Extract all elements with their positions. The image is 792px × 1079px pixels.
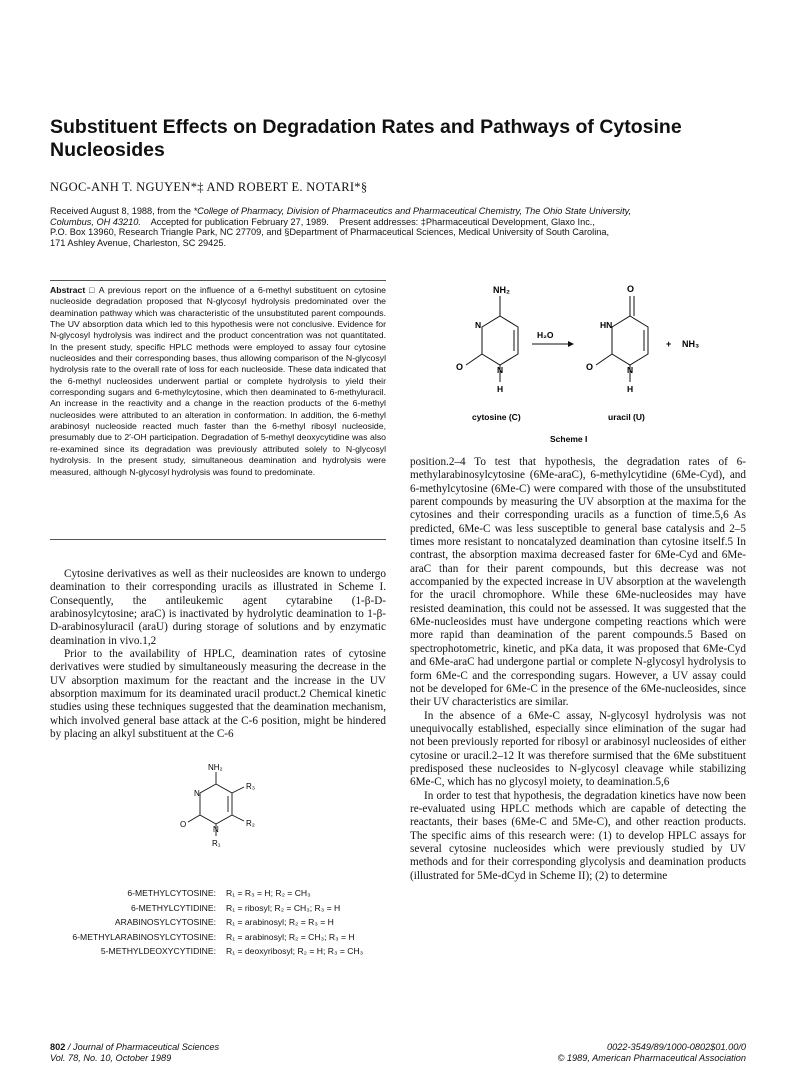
- carbonyl-bond: [188, 815, 200, 822]
- pyrimidine-ring: [200, 784, 232, 824]
- abstract-box-icon: □: [88, 285, 96, 295]
- reagent-label: H₂O: [537, 330, 554, 340]
- uracil-carbonyl-o-label: O: [586, 362, 594, 372]
- journal-name: / Journal of Pharmaceutical Sciences: [65, 1042, 220, 1052]
- ammonia-label: NH₃: [682, 339, 700, 349]
- uracil-name: uracil (U): [608, 412, 645, 422]
- journal-volume: Vol. 78, No. 10, October 1989: [50, 1053, 172, 1063]
- author-line: NGOC-ANH T. NGUYEN*‡ AND ROBERT E. NOTARI*§: [50, 180, 368, 194]
- n3-label: N: [475, 320, 482, 330]
- paragraph: position.2–4 To test that hypothesis, the degradation rates of 6-methylarabinosylcytosine (6Me-araC), 6-methylcytidine (6Me-Cyd), and 6-methylcytosine (6Me-C) were compared with those of the unsubstituted parent compounds by measuring the UV absorption at the maxima for the cytosines and their corresponding uracils as a function of time.5,6 As predicted, 6Me-C was less susceptible to general base catalysis and 2–5 times more resistant to noncatalyzed deamination than cytosine itself.5 In contrast, the absorption maxima decreased faster for 6Me-Cyd and 6Me-araC than for their parent compounds, but this decrease was not accompanied by the expected increase in UV absorption at the wavelength for the uracil chromophore. While these 6Me-nucleosides may have resisted deamination, this could not be assessed. It was suggested that the 6Me-nucleosides must have undergone competing reactions which were more rapid than deamination of the parent compounds.5 Based on spectrophotometric, kinetic, and pKa data, it was proposed that 6Me-Cyd and 6Me-araC had undergone partial or complete N-glycosyl hydrolysis to form 6Me-C and the corresponding sugars. However, a UV assay could not be developed for 6Me-C in the presence of the 6Me-nucleosides, since their UV characteristics are similar.: [410, 456, 746, 709]
- abstract-label: Abstract: [50, 285, 86, 295]
- cytosine-name: cytosine (C): [472, 412, 521, 422]
- body-right-column: [410, 456, 746, 883]
- carbonyl-bond: [596, 354, 612, 365]
- r2-bond: [232, 815, 244, 821]
- body-left-column: [50, 568, 386, 741]
- carbonyl-o-label: O: [456, 362, 464, 372]
- footer-copyright: [558, 1042, 746, 1064]
- uracil-h-label: H: [627, 384, 634, 394]
- cytosine-structure: [466, 296, 518, 382]
- nh2-label: NH₂: [493, 285, 510, 295]
- article-title: Substituent Effects on Degradation Rates and Pathways of Cytosine Nucleosides: [50, 116, 682, 161]
- uracil-structure: [596, 296, 648, 382]
- structure-legend: [30, 886, 390, 959]
- received-line-4: 171 Ashley Avenue, Charleston, SC 29425.: [50, 237, 227, 248]
- cytosine-ring: [482, 316, 518, 365]
- abstract-text: A previous report on the influence of a 6-methyl substituent on cytosine nucleoside degradation proposed that N-glycosyl hydrolysis predominated over the deamination pathway which was characteristic of the unsubstituted parent compounds. The UV absorption data which led to this hypothesis were not conclusive. Evidence for N-glycosyl hydrolysis was indirect and the product concentration was not quantitated. In the present study, specific HPLC methods were employed to assay four cytosine nucleosides and their corresponding bases, thus allowing comparison of the N-glycosyl hydrolysis rate to the overall rate of loss for each nucleoside. These data indicated that the 6-methyl nucleosides underwent partial or complete hydrolysis to yield their corresponding sugars and 6-methylcytosine, which then deaminated to 6-methyluracil. An increase in the reactivity and a change in the reaction products of the 6-methyl nucleosides were attributed to an alteration in conformation. In addition, the 6-methyl arabinosyl nucleoside reacted much faster than the 6-methyl ribosyl nucleoside, presumably due to 2′-OH participation. Degradation of 5-methyl deoxycytidine was also re-examined since its degradation was previously attributed solely to N-glycosyl hydrolysis. In the present study, simultaneous deamination and hydrolysis were measured, although N-glycosyl hydrolysis was found to predominate.: [50, 285, 387, 477]
- carbonyl-bond: [466, 354, 482, 365]
- legend-row: ARABINOSYLCYTOSINE: R₁ = arabinosyl; R₂ = R₃ = H: [114, 917, 334, 928]
- r1-label: R₁: [212, 839, 221, 848]
- legend-row: 5-METHYLDEOXYCYTIDINE: R₁ = deoxyribosyl; R₂ = H; R₃ = CH₃: [100, 946, 364, 957]
- general-structure-figure: [160, 762, 280, 852]
- hn-label: HN: [600, 320, 613, 330]
- copyright: © 1989, American Pharmaceutical Association: [557, 1053, 746, 1063]
- abstract: [50, 285, 386, 478]
- arrowhead-icon: [568, 341, 574, 347]
- uracil-n1-label: N: [627, 365, 634, 375]
- footer-journal: [50, 1042, 219, 1064]
- paragraph: Cytosine derivatives as well as their nucleosides are known to undergo deamination to their corresponding uracils as illustrated in Scheme I. Consequently, the antileukemic agent cytarabine (1-β-D-arabinosylcytosine; araC) is inactivated by hydrolytic deamination to 1-β-D-arabinosyluracil (araU) during storage of solutions and by enzymatic deamination in vivo.1,2: [50, 568, 386, 647]
- structure-n1-label: N: [213, 825, 219, 834]
- received-line-3: P.O. Box 13960, Research Triangle Park, NC 27709, and §Department of Pharmaceutical Sciences, Medical University of South Carolina,: [50, 227, 610, 238]
- received-note: [50, 206, 750, 248]
- abstract-bottom-rule: [50, 539, 386, 540]
- paragraph: Prior to the availability of HPLC, deamination rates of cytosine derivatives were studied by simultaneously measuring the decrease in the UV absorption maximum for the reactant and the increase in the UV absorption maximum for its deaminated uracil product.2 Chemical kinetic studies using these techniques suggested that the deamination mechanism, which involved general base attack at the C-6 position, might be hindered by placing an alkyl substituent at the C-6: [50, 648, 386, 741]
- h-label: H: [497, 384, 504, 394]
- uracil-o-label: O: [627, 284, 635, 294]
- page-number: 802: [50, 1042, 66, 1052]
- received-line-1: [50, 206, 750, 217]
- structure-o-label: O: [180, 820, 187, 829]
- received-line-2: [50, 217, 750, 228]
- structure-n3-label: N: [194, 789, 200, 798]
- received-date: Received August 8, 1988, from the: [50, 206, 194, 216]
- accepted-date: Accepted for publication February 27, 1989. Present addresses: ‡Pharmaceutical Development, Glaxo Inc.,: [140, 216, 595, 227]
- article-code: 0022-3549/89/1000-0802$01.00/0: [607, 1042, 746, 1052]
- scheme-label: Scheme I: [550, 434, 588, 444]
- paragraph: In order to test that hypothesis, the degradation kinetics have now been re-evaluated using HPLC methods which are capable of detecting the reactants, their bases (6Me-C and 5Me-C), and other reaction products. The specific aims of this research were: (1) to develop HPLC assays for several cytosine nucleosides which were previously studied by UV methods and for their corresponding glycolysis and deamination products (illustrated for 5Me-dCyd in Scheme II); (2) to determine: [410, 789, 746, 882]
- uracil-ring: [612, 316, 648, 365]
- legend-row: 6-METHYLARABINOSYLCYTOSINE: R₁ = arabinosyl; R₂ = CH₃; R₃ = H: [72, 931, 355, 942]
- affiliation-city: Columbus, OH 43210.: [50, 216, 141, 227]
- r3-label: R₃: [246, 782, 256, 791]
- legend-row: 6-METHYLCYTIDINE: R₁ = ribosyl; R₂ = CH₃; R₃ = H: [131, 902, 341, 913]
- legend-row: 6-METHYLCYTOSINE: R₁ = R₃ = H; R₂ = CH₃: [127, 888, 311, 898]
- paragraph: In the absence of a 6Me-C assay, N-glycosyl hydrolysis was not unequivocally established, especially since elimination of the sugar had not been previously reported for ribosyl or arabinosyl nucleosides of either cytosine or uracil.2–12 It was therefore surmised that the 6Me substituent predisposed these nucleosides to N-glycosyl cleavage while stabilizing 6Me-C, which has no glycosyl moiety, to deamination.5,6: [410, 709, 746, 789]
- scheme-1-figure: [410, 278, 746, 448]
- affiliation: *College of Pharmacy, Division of Pharmaceutics and Pharmaceutical Chemistry, The Ohio State University,: [193, 206, 632, 216]
- structure-nh2-label: NH₂: [208, 763, 223, 772]
- r3-bond: [232, 787, 244, 793]
- n1-label: N: [497, 365, 504, 375]
- plus-sign: +: [666, 339, 672, 349]
- abstract-top-rule: [50, 280, 386, 281]
- r2-label: R₂: [246, 819, 255, 828]
